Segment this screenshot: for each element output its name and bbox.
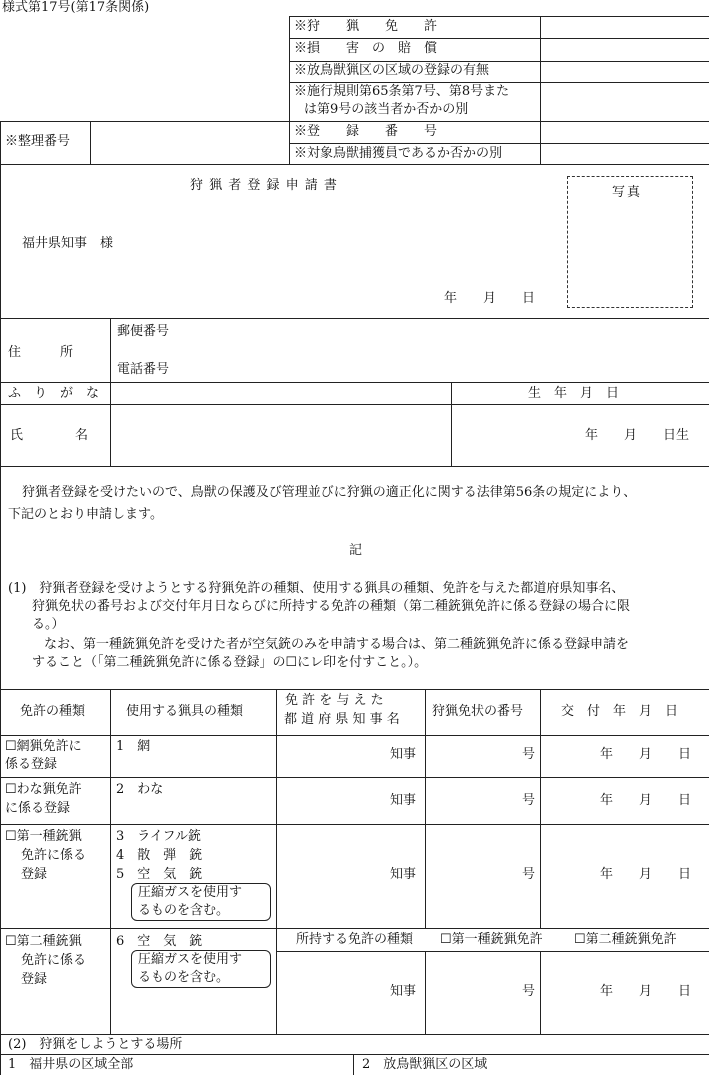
row-gun2-type-line2: 免許に係る <box>21 953 87 968</box>
item1-line3: る。） <box>32 617 65 632</box>
row-gun1-type-line3: 登録 <box>21 867 48 882</box>
col-header-issue-date: 交 付 年 月 日 <box>561 704 679 719</box>
admin-row-regulation-line1: ※施行規則第65条第7号、第8号また <box>294 84 510 99</box>
col-header-license-type: 免許の種類 <box>20 704 86 719</box>
held-license-second-class-checkbox[interactable]: ☐第二種銃猟免許 <box>574 932 677 947</box>
postal-code-label: 郵便番号 <box>117 324 170 339</box>
row-gun1-number[interactable]: 号 <box>522 867 536 882</box>
row-gun1-gear-rifle: 3 ライフル銃 <box>116 829 201 844</box>
note-line2: すること（「第二種銃猟免許に係る登録」の☐にレ印を付すこと。）。 <box>32 655 428 670</box>
row-net-number[interactable]: 号 <box>522 747 536 762</box>
seiri-number-field[interactable] <box>91 122 288 164</box>
admin-row-regulation-line2: は第9号の該当者か否かの別 <box>304 102 469 117</box>
row-gun2-issue-date[interactable]: 年 月 日 <box>600 984 692 999</box>
birthdate-field[interactable]: 年 月 日生 <box>585 428 690 443</box>
statement-intro-line2: 下記のとおり申請します。 <box>8 507 163 522</box>
row-net-type-line2: 係る登録 <box>5 757 58 772</box>
row-gun2-gear-airgun: 6 空 気 銃 <box>116 934 203 949</box>
row-trap-type-line2: に係る登録 <box>5 801 71 816</box>
name-label: 氏 名 <box>10 428 89 443</box>
application-date[interactable]: 年 月 日 <box>444 291 536 306</box>
held-license-first-class-checkbox[interactable]: ☐第一種銃猟免許 <box>440 932 543 947</box>
col-header-governor-line2: 都 道 府 県 知 事 名 <box>284 712 400 727</box>
row-net-governor[interactable]: 知事 <box>390 747 417 762</box>
admin-row-registration-number: ※登 録 番 号 <box>294 124 438 139</box>
admin-row-hunting-license: ※狩 猟 免 許 <box>294 19 438 34</box>
row-gun2-type-line3: 登録 <box>21 972 48 987</box>
item1-line2: 狩猟免状の番号および交付年月日ならびに所持する免許の種類（第二種銃猟免許に係る登録の場合に限 <box>32 599 631 614</box>
row-gun1-governor[interactable]: 知事 <box>390 867 417 882</box>
col-header-governor-line1: 免 許 を 与 え た <box>285 693 384 708</box>
hunting-place-option-release-area[interactable]: 2 放鳥獣猟区の区域 <box>362 1057 488 1072</box>
row-gun2-governor[interactable]: 知事 <box>390 984 417 999</box>
birthdate-label: 生 年 月 日 <box>528 386 620 401</box>
held-license-label: 所持する免許の種類 <box>296 932 414 947</box>
form-title: 狩 猟 者 登 録 申 請 書 <box>190 178 338 193</box>
row-net-issue-date[interactable]: 年 月 日 <box>600 747 692 762</box>
name-field[interactable] <box>111 405 450 465</box>
row-gun1-type-line2: 免許に係る <box>21 848 87 863</box>
hunting-place-label: (2) 狩猟をしようとする場所 <box>8 1037 183 1052</box>
row-gun1-issue-date[interactable]: 年 月 日 <box>600 867 692 882</box>
row-gun1-paren-line2: るものを含む。 <box>138 903 230 918</box>
col-header-gear-type: 使用する猟具の種類 <box>126 704 244 719</box>
form-number: 様式第17号(第17条関係) <box>2 0 150 15</box>
photo-label: 写真 <box>612 185 643 200</box>
addressee: 福井県知事 様 <box>22 236 114 251</box>
admin-row-capture-staff: ※対象鳥獣捕獲員であるか否かの別 <box>294 146 503 161</box>
furigana-field[interactable] <box>111 383 450 403</box>
row-gun2-paren-line1: 圧縮ガスを使用す <box>138 952 243 967</box>
row-trap-issue-date[interactable]: 年 月 日 <box>600 793 692 808</box>
row-gun1-paren-line1: 圧縮ガスを使用す <box>138 885 243 900</box>
row-gun1-gear-shotgun: 4 散 弾 銃 <box>116 848 203 863</box>
hunting-place-option-prefecture[interactable]: 1 福井県の区域全部 <box>8 1057 134 1072</box>
phone-label: 電話番号 <box>117 362 170 377</box>
col-header-license-number: 狩猟免状の番号 <box>432 704 524 719</box>
statement-intro-line1: 狩猟者登録を受けたいので、鳥獣の保護及び管理並びに狩猟の適正化に関する法律第56条の規定により、 <box>22 485 637 500</box>
item1-line1: (1) 狩猟者登録を受けようとする狩猟免許の種類、使用する猟具の種類、免許を与えた都道府県知事名、 <box>8 581 625 596</box>
address-label: 住 所 <box>8 345 74 360</box>
seiri-number-label: ※整理番号 <box>5 134 71 149</box>
row-net-gear: 1 網 <box>116 739 151 754</box>
row-trap-number[interactable]: 号 <box>522 793 536 808</box>
admin-row-release-area: ※放鳥獣猟区の区域の登録の有無 <box>294 63 490 78</box>
photo-box[interactable] <box>567 176 693 308</box>
row-gun2-paren-line2: るものを含む。 <box>138 970 230 985</box>
row-net-type-line1[interactable]: ☐網猟免許に <box>5 739 82 754</box>
ki-heading: 記 <box>349 543 363 558</box>
admin-row-damage-compensation: ※損 害 の 賠 償 <box>294 41 438 56</box>
furigana-label: ふ り が な <box>8 386 100 401</box>
row-gun1-gear-airgun: 5 空 気 銃 <box>116 867 203 882</box>
row-trap-governor[interactable]: 知事 <box>390 793 417 808</box>
row-trap-type-line1[interactable]: ☐わな猟免許 <box>5 782 82 797</box>
row-gun2-type-line1[interactable]: ☐第二種銃猟 <box>5 934 82 949</box>
address-field[interactable] <box>180 320 700 380</box>
row-gun1-type-line1[interactable]: ☐第一種銃猟 <box>5 829 82 844</box>
row-gun2-number[interactable]: 号 <box>522 984 536 999</box>
row-trap-gear: 2 わな <box>116 782 164 797</box>
note-line1: なお、第一種銃猟免許を受けた者が空気銃のみを申請する場合は、第二種銃猟免許に係る登録申請を <box>44 637 630 652</box>
